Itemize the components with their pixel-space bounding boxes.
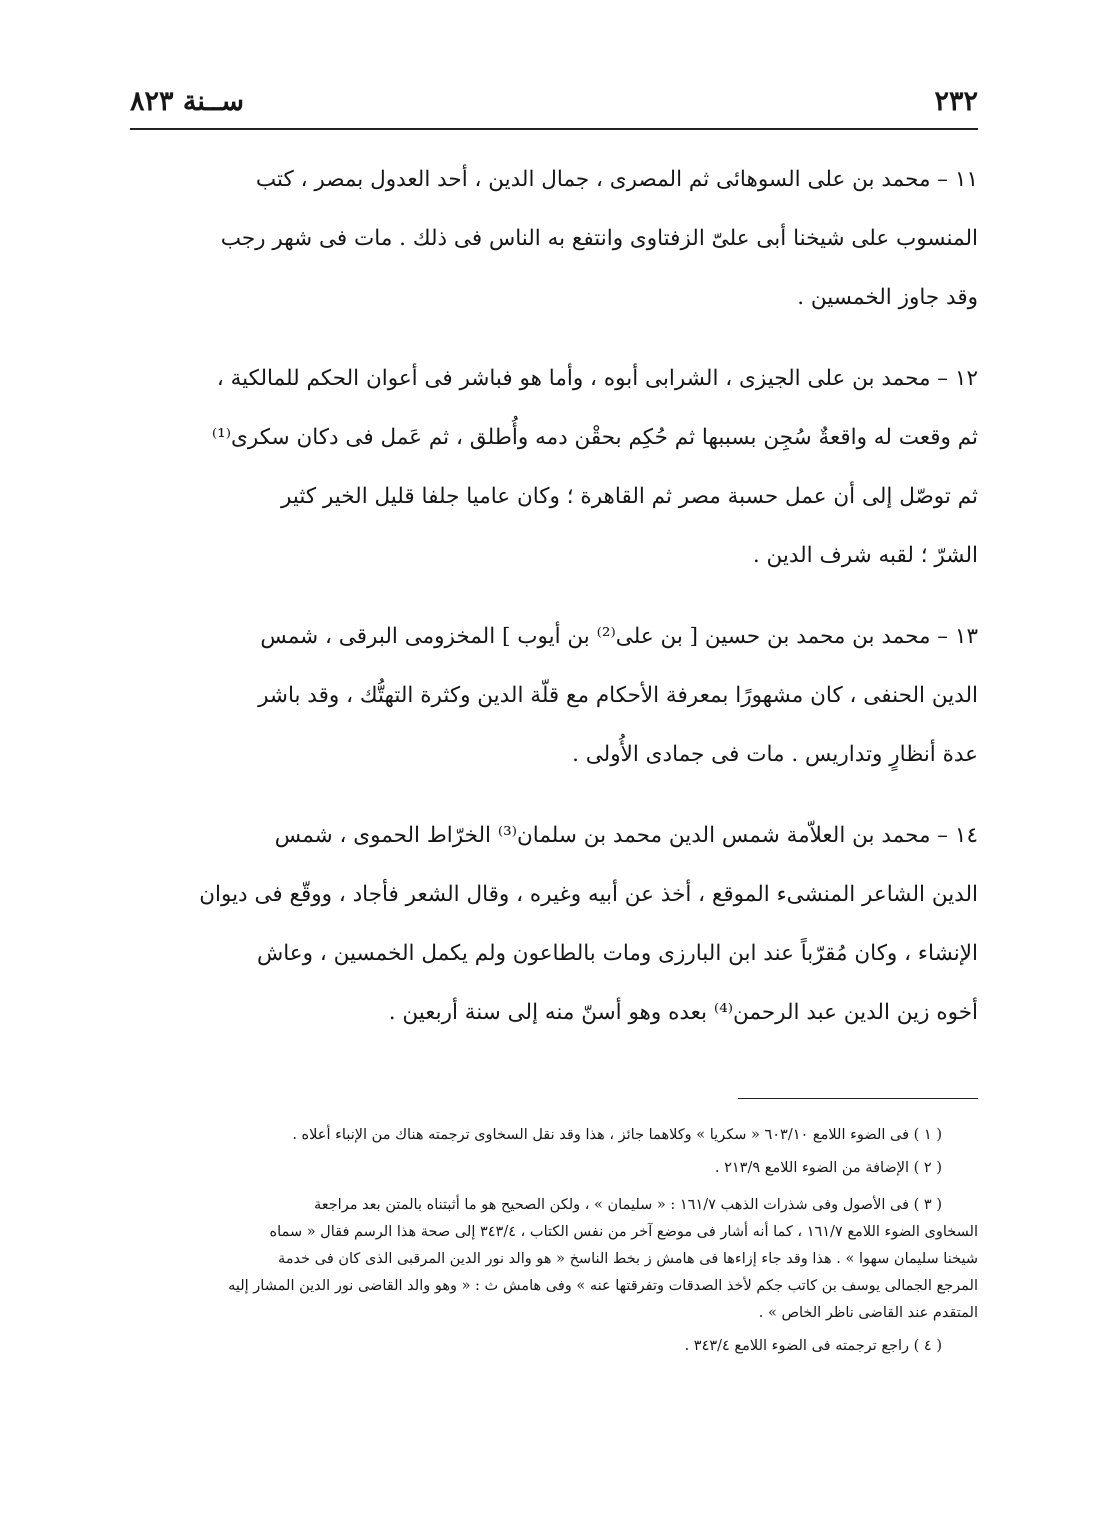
entry-11 <box>130 150 978 327</box>
text-line: ١٢ – محمد بن على الجيزى ، الشرابى أبوه ، وأما هو فباشر فى أعوان الحكم للمالكية ، <box>216 366 978 391</box>
text-line: ١٣ – محمد بن محمد بن حسين [ بن على⁽²⁾ بن أيوب ] المخزومى البرقى ، شمس <box>260 624 978 649</box>
footnote-3 <box>130 1192 978 1327</box>
footnote-line: المتقدم عند القاضى ناظر الخاص » . <box>758 1305 978 1321</box>
text-line: المنسوب على شيخنا أبى علىّ الزفتاوى وانتفع به الناس فى ذلك . مات فى شهر رجب <box>220 226 978 251</box>
footnote-line: ( ٢ ) الإضافة من الضوء اللامع ٢١٣/٩ . <box>714 1160 942 1176</box>
footnote-line: ( ٣ ) فى الأصول وفى شذرات الذهب ١٦١/٧ : « سليمان » ، ولكن الصحيح هو ما أثبتناه بالمتن بعد مراجعة <box>313 1197 942 1213</box>
text-line: ثم وقعت له واقعةٌ سُجِن بسببها ثم حُكِم بحقْن دمه وأُطلق ، ثم عَمل فى دكان سكرى⁽¹⁾ <box>211 425 978 450</box>
footnote-1 <box>130 1122 978 1149</box>
footnotes <box>130 1122 978 1366</box>
footnote-divider <box>738 1098 978 1099</box>
footnote-line: المرجع الجمالى يوسف بن كاتب جكم لأخذ الصدقات وتفرقتها عنه » وفى هامش ث : « وهو والد القاضى نور الدين المشار إليه <box>228 1278 978 1294</box>
running-title: ســنة ٨٢٣ <box>130 85 244 117</box>
text-line: أخوه زين الدين عبد الرحمن⁽⁴⁾ بعده وهو أسنّ منه إلى سنة أربعين . <box>388 1000 978 1025</box>
footnote-line: ( ٤ ) راجع ترجمته فى الضوء اللامع ٣٤٣/٤ . <box>684 1338 942 1354</box>
text-line: ثم توصّل إلى أن عمل حسبة مصر ثم القاهرة ؛ وكان عاميا جلفا قليل الخير كثير <box>281 484 978 509</box>
entry-12 <box>130 349 978 585</box>
footnote-line: شيخنا سليمان سهوا » . هذا وقد جاء إزاءها فى هامش ز بخط الناسخ « هو والد نور الدين المرقبى الذى كان فى خدمة <box>278 1251 978 1267</box>
text-line: الإنشاء ، وكان مُقرّباً عند ابن البارزى ومات بالطاعون ولم يكمل الخمسين ، وعاش <box>257 941 978 966</box>
text-line: عدة أنظارٍ وتداريس . مات فى جمادى الأُولى . <box>572 742 978 767</box>
text-line: وقد جاوز الخمسين . <box>797 285 978 310</box>
footnote-line: ( ١ ) فى الضوء اللامع ٦٠٣/١٠ « سكريا » وكلاهما جائز ، هذا وقد نقل السخاوى ترجمته هناك من الإنباء أعلاه . <box>292 1127 942 1143</box>
page-header <box>130 78 978 124</box>
header-divider <box>130 128 978 130</box>
text-line: الشرّ ؛ لقبه شرف الدين . <box>752 543 978 568</box>
text-line: الدين الحنفى ، كان مشهورًا بمعرفة الأحكام مع قلّة الدين وكثرة التهتُّك ، وقد باشر <box>258 683 978 708</box>
entry-13 <box>130 607 978 784</box>
main-text <box>130 150 978 1064</box>
text-line: ١١ – محمد بن على السوهائى ثم المصرى ، جمال الدين ، أحد العدول بمصر ، كتب <box>255 167 978 192</box>
footnote-4 <box>130 1333 978 1360</box>
text-line: الدين الشاعر المنشىء الموقع ، أخذ عن أبيه وغيره ، وقال الشعر فأجاد ، ووقّع فى ديوان <box>199 882 978 907</box>
page-number: ٢٣٢ <box>934 85 978 117</box>
entry-14 <box>130 806 978 1042</box>
footnote-2 <box>130 1155 978 1182</box>
footnote-line: السخاوى الضوء اللامع ١٦١/٧ ، كما أنه أشار فى موضع آخر من نفس الكتاب ، ٣٤٣/٤ إلى صحة هذا الرسم فقال « سماه <box>269 1224 978 1240</box>
text-line: ١٤ – محمد بن العلاّمة شمس الدين محمد بن سلمان⁽³⁾ الخرّاط الحموى ، شمس <box>274 823 978 848</box>
